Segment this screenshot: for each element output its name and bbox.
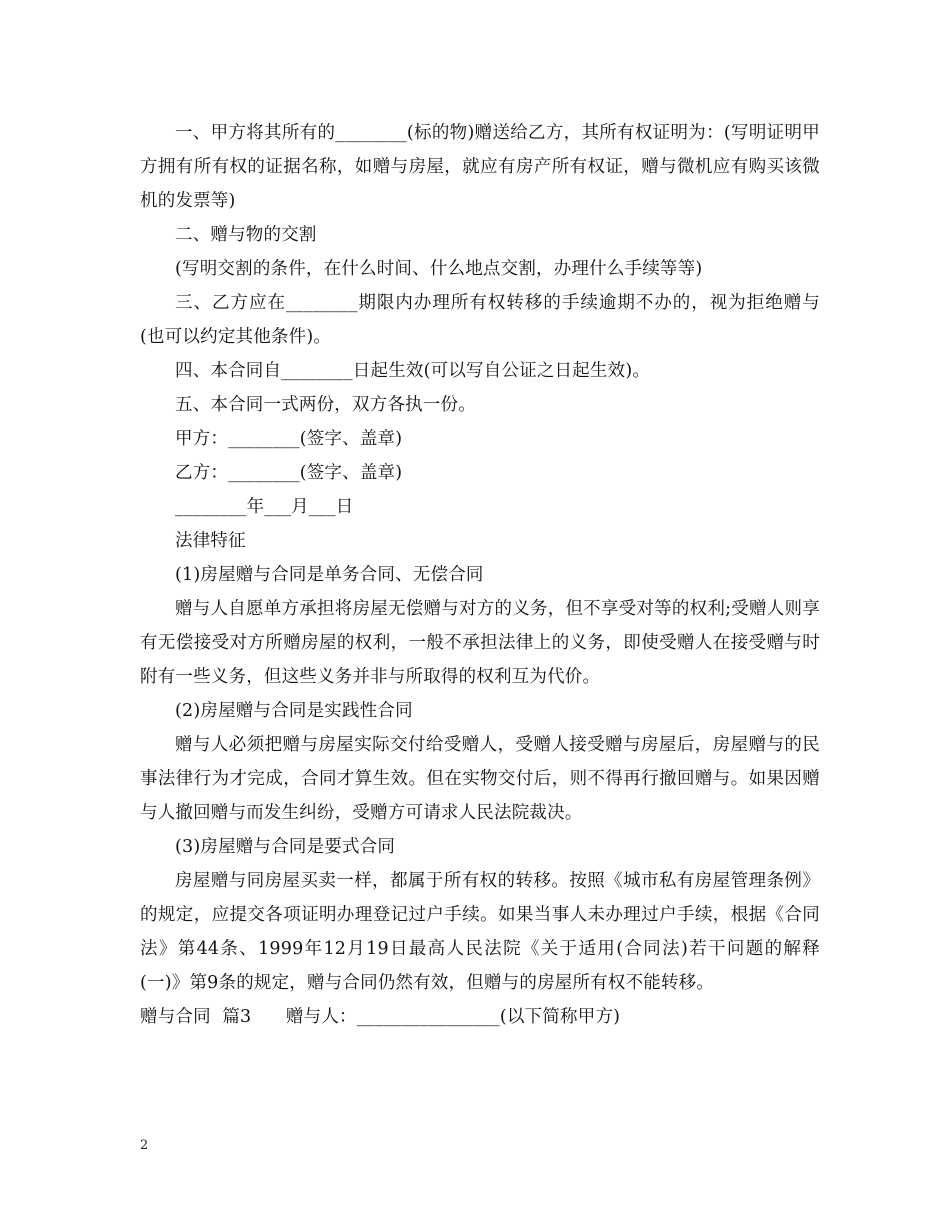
page-number: 2 (140, 1138, 149, 1153)
signature-line-party-a: 甲方：________(签字、盖章) (175, 429, 403, 449)
paragraph: 五、本合同一式两份，双方各执一份。 (175, 395, 476, 415)
paragraph: 四、本合同自________日起生效(可以写自公证之日起生效)。 (175, 361, 651, 381)
signature-line-party-b: 乙方：________(签字、盖章) (175, 463, 403, 483)
paragraph: 赠与人自愿单方承担将房屋无偿赠与对方的义务，但不享受对等的权利;受赠人则享有无偿接受对方所赠房屋的权利，一般不承担法律上的义务，即使受赠人在接受赠与时附有一些义务，但这些义务并非与所取得的权利互为代价。 (140, 599, 820, 687)
paragraph: 二、赠与物的交割 (175, 225, 317, 245)
section-heading: 法律特征 (175, 531, 246, 551)
subheading: (1)房屋赠与合同是单务合同、无偿合同 (175, 565, 484, 585)
paragraph: 一、甲方将其所有的________(标的物)赠送给乙方，其所有权证明为：(写明证明甲方拥有所有权的证据名称，如赠与房屋，就应有房产所有权证，赠与微机应有购买该微机的发票等) (140, 123, 820, 211)
contract-3-heading: 赠与合同 篇3 赠与人：________________(以下简称甲方) (140, 1007, 621, 1027)
paragraph: (写明交割的条件，在什么时间、什么地点交割，办理什么手续等等) (175, 259, 703, 279)
date-line: ________年___月___日 (175, 497, 354, 517)
document-body (140, 116, 820, 1034)
paragraph: 赠与人必须把赠与房屋实际交付给受赠人，受赠人接受赠与房屋后，房屋赠与的民事法律行为才完成，合同才算生效。但在实物交付后，则不得再行撤回赠与。如果因赠与人撤回赠与而发生纠纷，受赠方可请求人民法院裁决。 (140, 735, 820, 823)
subheading: (3)房屋赠与合同是要式合同 (175, 837, 396, 857)
paragraph: 房屋赠与同房屋买卖一样，都属于所有权的转移。按照《城市私有房屋管理条例》的规定，应提交各项证明办理登记过户手续。如果当事人未办理过户手续，根据《合同法》第44条、1999年12月19日最高人民法院《关于适用(合同法)若干问题的解释(一)》第9条的规定，赠与合同仍然有效，但赠与的房屋所有权不能转移。 (140, 871, 820, 993)
paragraph: 三、乙方应在________期限内办理所有权转移的手续逾期不办的，视为拒绝赠与(也可以约定其他条件)。 (140, 293, 820, 347)
subheading: (2)房屋赠与合同是实践性合同 (175, 701, 413, 721)
